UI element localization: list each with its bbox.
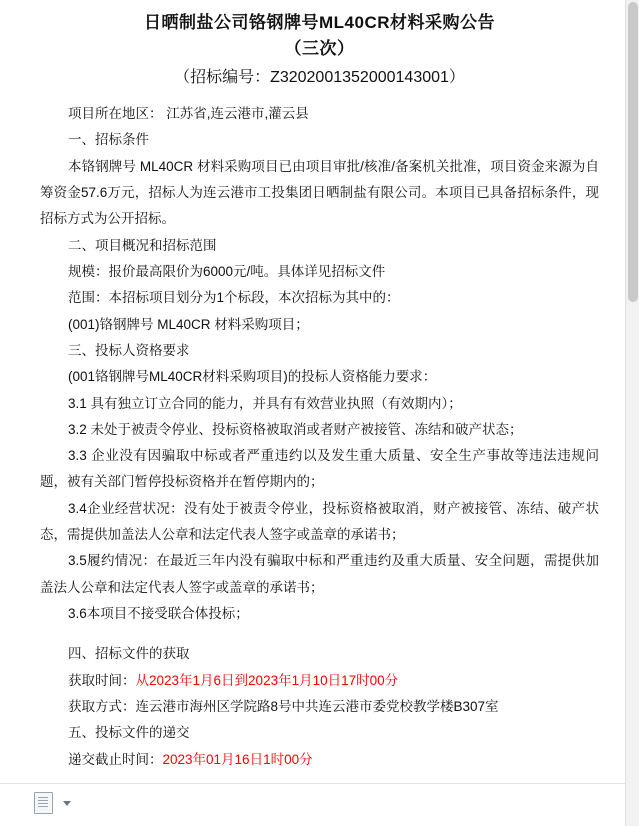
section-4-time-label: 获取时间：: [68, 672, 136, 688]
status-bar-icons: [34, 792, 71, 814]
spacer: [40, 627, 599, 641]
paragraph-req-3-5: 3.5履约情况：在最近三年内没有骗取中标和严重违约及重大质量、安全问题，需提供加盖法人公章和法定代表人签字或盖章的承诺书；: [40, 553, 599, 595]
paragraph-section-1-body: 本铬钢牌号 ML40CR 材料采购项目已由项目审批/核准/备案机关批准，项目资金来源为自筹资金57.6万元，招标人为连云港市工投集团日晒制盐有限公司。本项目已具备招标条件，现招标方式为公开招标。: [40, 158, 599, 227]
document-content: [22, 101, 617, 773]
paragraph-lot-001: (001)铬钢牌号 ML40CR 材料采购项目；: [68, 316, 309, 332]
section-4-method-value: 连云港市海州区学院路8号中共连云港市委党校教学楼B307室: [135, 698, 499, 714]
section-5-deadline-row: [40, 747, 599, 773]
section-4-heading: 四、招标文件的获取: [68, 646, 190, 662]
vertical-scrollbar[interactable]: [625, 0, 639, 826]
scrollbar-thumb[interactable]: [628, 2, 638, 302]
document-title-line2: （三次）: [284, 39, 355, 59]
paragraph-qualification-intro: (001铬钢牌号ML40CR材料采购项目)的投标人资格能力要求：: [68, 369, 437, 385]
paragraph-req-3-3: 3.3 企业没有因骗取中标或者严重违约以及发生重大质量、安全生产事故等违法违规问题，被有关部门暂停投标资格并在暂停期内的；: [40, 448, 599, 490]
section-5-heading: 五、投标文件的递交: [68, 725, 190, 741]
document-icon[interactable]: [34, 792, 53, 814]
paragraph-section-1-heading: 一、招标条件: [68, 132, 149, 148]
caret-down-icon[interactable]: [63, 801, 71, 806]
paragraph-req-3-6: 3.6本项目不接受联合体投标；: [68, 606, 249, 622]
section-4-time-row: [40, 668, 599, 694]
paragraph-req-3-4: 3.4企业经营状况：没有处于被责令停业，投标资格被取消，财产被接管、冻结、破产状态，需提供加盖法人公章和法定代表人签字或盖章的承诺书；: [40, 500, 599, 543]
status-bar: [0, 783, 639, 826]
section-5-deadline-label: 递交截止时间：: [68, 751, 163, 767]
paragraph-req-3-2: 3.2 未处于被责令停业、投标资格被取消或者财产被接管、冻结和破产状态；: [68, 421, 523, 437]
paragraph-section-3-heading: 三、投标人资格要求: [68, 342, 190, 358]
section-4-time-value: 从2023年1月6日到2023年1月10日17时00分: [135, 672, 399, 688]
document-subtitle-bid-number: （招标编号：Z3202001352000143001）: [174, 68, 465, 86]
paragraph-scope: 范围：本招标项目划分为1个标段，本次招标为其中的：: [68, 290, 400, 306]
document-title-line1: 日晒制盐公司铬钢牌号ML40CR材料采购公告: [143, 13, 495, 32]
section-4-method-label: 获取方式：: [68, 698, 136, 714]
paragraph-location: 项目所在地区： 江苏省,连云港市,灌云县: [68, 106, 309, 122]
paragraph-req-3-1: 3.1 具有独立订立合同的能力，并具有有效营业执照（有效期内）；: [68, 395, 462, 411]
paragraph-scale: 规模：报价最高限价为6000元/吨。具体详见招标文件: [68, 263, 386, 279]
section-5-deadline-value: 2023年01月16日1时00分: [162, 751, 313, 767]
section-4-method-row: [40, 694, 599, 720]
paragraph-section-2-heading: 二、项目概况和招标范围: [68, 237, 217, 253]
